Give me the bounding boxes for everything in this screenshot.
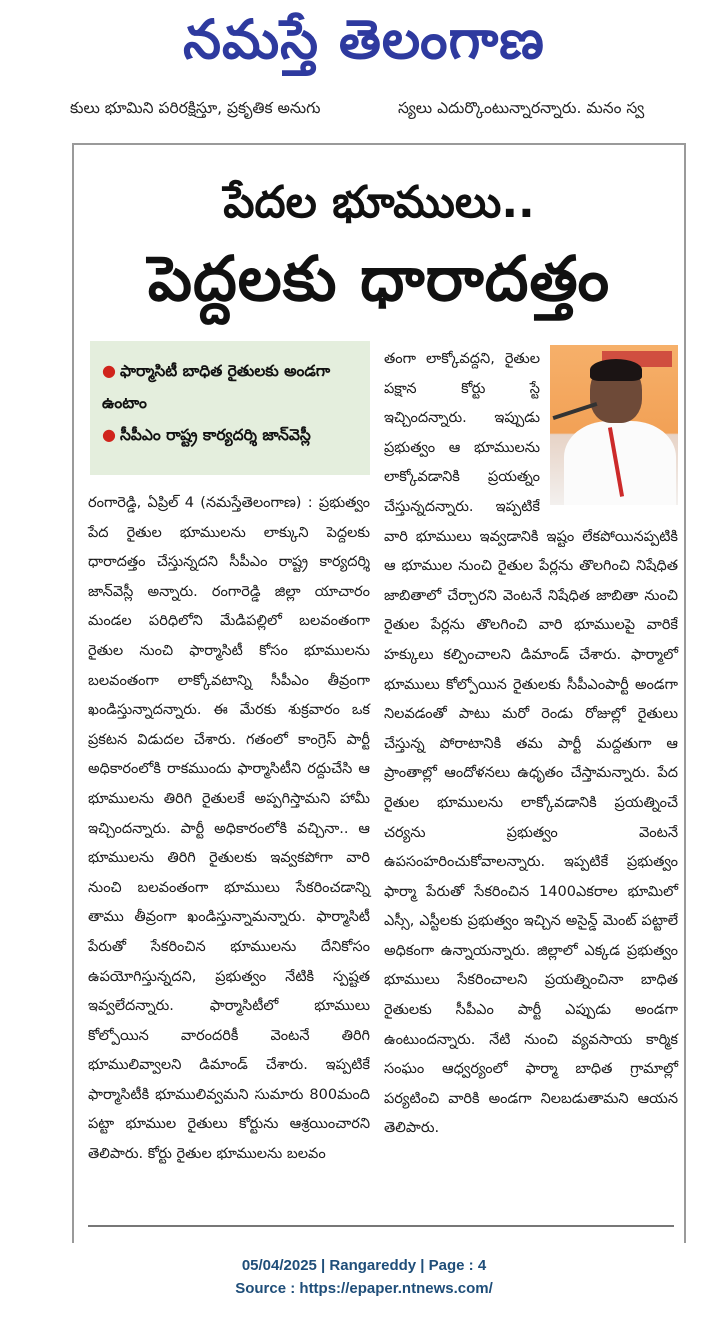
highlight-item: ● సీపీఎం రాష్ట్ర కార్యదర్శి జాన్‌వెస్లీ xyxy=(102,425,311,444)
red-bullet-icon: ● xyxy=(102,361,116,380)
previous-article-strip-left: కులు భూమిని పరిరక్షిస్తూ, ప్రకృతిక అనుగు xyxy=(70,99,321,117)
microphone-icon xyxy=(553,402,598,420)
source-url: Source : https://epaper.ntnews.com/ xyxy=(235,1280,493,1297)
previous-article-strip-right: స్యలు ఎదుర్కొంటున్నారన్నారు. మనం స్వ xyxy=(398,99,645,117)
red-bullet-icon: ● xyxy=(102,425,116,444)
article-headline: పెద్దలకు ధారాదత్తం xyxy=(147,242,611,315)
article-frame xyxy=(72,143,686,1243)
page-info: 05/04/2025 | Rangareddy | Page : 4 xyxy=(241,1257,487,1274)
divider xyxy=(88,1225,674,1227)
right-column-text: తంగా లాక్కోవద్దని, రైతుల పక్షాన కోర్టు స్టే ఇచ్చిందన్నారు. ఇప్పుడు ప్రభుత్వం ఆ భూములను లాక్కోవడానికి ప్రయత్నం చేస్తున్నదన్నారు. ఇప్పటికే వారి భూములు ఇవ్వడానికి ఇష్టం లేకపోయినప్పటికి ఆ భూముల నుంచి రైతుల పేర్లను తొలగించి నిషేధిత జాబితాలో చేర్చారని వెంటనే నిషేధిత జాబితా నుంచి రైతుల పేర్లను తొలగించి వారి భూములపై వారికే హక్కులు కల్పించాలని డిమాండ్ చేశారు. ఫార్మాలో భూములు కోల్పోయిన రైతులకు సీపీఎంపార్టీ అండగా నిలవడంతో పాటు మరో రెండు రోజుల్లో రైతులు చేస్తున్న పోరాటానికి తమ పార్టీ మద్దతుగా ఆ ప్రాంతాల్లో ఆందోళనలు ఉధృతం చేస్తామన్నారు. పేద రైతుల భూములను లాక్కోవడానికి ప్రయత్నించే చర్యను ప్రభుత్వం వెంటనే ఉపసంహరించుకోవాలన్నారు. ఇప్పటికే ప్రభుత్వం ఫార్మా పేరుతో సేకరించిన 1400ఎకరాల భూమిలో ఎస్సీ, ఎస్టీలకు ప్రభుత్వం ఇచ్చిన అసైన్డ్ మెంట్ పట్టాలే అధికంగా ఉన్నాయన్నారు. జిల్లాలో ఎక్కడ ప్రభుత్వం భూములు సేకరించాలని ప్రయత్నించినా బాధిత రైతులకు సీపీఎం పార్టీ ఎప్పుడు అండగా ఉంటుందన్నారు. నేటి నుంచి వ్యవసాయ కార్మిక సంఘం ఆధ్వర్యంలో ఫార్మా బాధిత గ్రామాల్లో పర్యటించి వారికి అండగా నిలబడుతామని ఆయన తెలిపారు. xyxy=(384,351,678,1137)
newspaper-masthead: నమస్తే తెలంగాణ xyxy=(183,8,545,71)
article-kicker: పేదల భూములు.. xyxy=(223,177,535,228)
speaker-photo xyxy=(550,345,678,505)
highlights-box xyxy=(90,341,370,475)
article-body-left-column: రంగారెడ్డి, ఏప్రిల్ 4 (నమస్తేతెలంగాణ) : ప్రభుత్వం పేద రైతుల భూములను లాక్కుని పెద్దలకు ధారాదత్తం చేస్తున్నదని సీపీఎం రాష్ట్ర కార్యదర్శి జాన్‌వెస్లీ అన్నారు. రంగారెడ్డి జిల్లా యాచారం మండల పరిధిలోని మేడిపల్లిలో బలవంతంగా రైతుల నుంచి ఫార్మాసిటీ కోసం భూములను బలవంతంగా లాక్కోవటాన్ని సీపీఎం తీవ్రంగా ఖండిస్తున్నాదన్నారు. ఈ మేరకు శుక్రవారం ఒక ప్రకటన విడుదల చేశారు. గతంలో కాంగ్రెస్ పార్టీ అధికారంలోకి రాకముందు ఫార్మాసిటీని రద్దుచేసి ఆ భూములను తిరిగి రైతులకే అప్పగిస్తామని హామీ ఇచ్చిందన్నారు. పార్టీ అధికారంలోకి వచ్చినా.. ఆ భూములను తిరిగి రైతులకు ఇవ్వకపోగా వారి నుంచి బలవంతంగా భూములు సేకరించడాన్ని తాము తీవ్రంగా ఖండిస్తున్నామన్నారు. ఫార్మాసిటీ పేరుతో సేకరించిన భూములను దేనికోసం ఉపయోగిస్తున్నదని, ప్రభుత్వం నేటికి స్పష్టత ఇవ్వలేదన్నారు. ఫార్మాసిటీలో భూములు కోల్పోయిన వారందరికీ వెంటనే తిరిగి భూములివ్వాలని డిమాండ్ చేశారు. ఇప్పటికే ఫార్మాసిటీకి భూములివ్వమని సుమారు 800మంది పట్టా భూముల రైతులు కోర్టును ఆశ్రయించారని తెలిపారు. కోర్టు రైతుల భూములను బలవం xyxy=(88,495,370,1163)
highlight-item: ● ఫార్మాసిటీ బాధిత రైతులకు అండగా ఉంటాం xyxy=(102,361,331,412)
article-body-right-column xyxy=(384,345,678,1144)
